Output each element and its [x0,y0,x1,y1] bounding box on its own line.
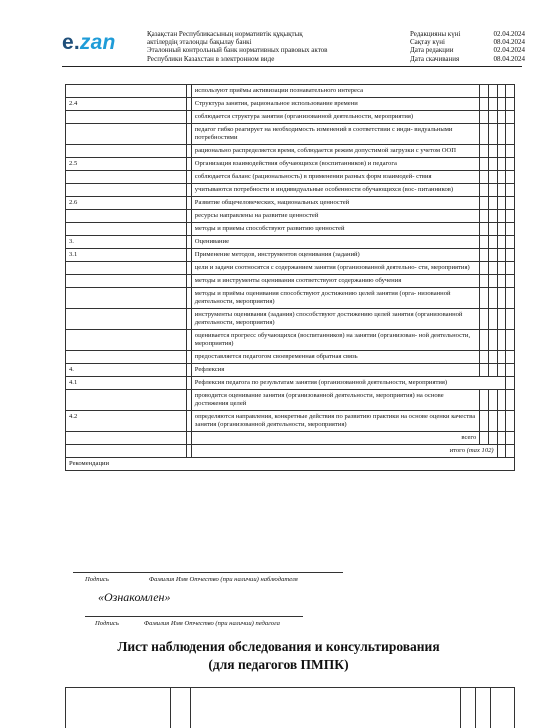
meta-label: Сақтау күні [410,38,445,47]
grand-total-cell [191,445,497,458]
next-table-top [65,687,515,728]
row-number [66,85,187,98]
table-row [66,275,515,288]
table-row [66,309,515,330]
score-cell [488,111,497,124]
meta-value: 08.04.2024 [493,54,525,63]
observer-signature-line [73,572,343,573]
row-criterion: ресурсы направлены на развитие ценностей [191,210,479,223]
score-cell [506,262,515,275]
row-criterion: инструменты оценивания (задания) способствуют достижению целей занятия (организованной деятельности, мероприятия) [191,309,479,330]
row-number [66,432,187,445]
row-criterion: соблюдается баланс (рациональность) в применении разных форм взаимодей- ствия [191,171,479,184]
score-cell [497,124,506,145]
score-cell [497,223,506,236]
score-cell [497,210,506,223]
table-row [66,98,515,111]
row-criterion: педагог гибко реагирует на необходимость изменений в соответствии с инди- видуальными потребностями [191,124,479,145]
score-cell [497,432,506,445]
row-number [66,445,187,458]
score-cell [488,236,497,249]
score-cell [497,111,506,124]
teacher-name-label: Фамилия Имя Отчество (при наличии) педагога [143,620,280,627]
row-number: 2.6 [66,197,187,210]
score-cell [488,171,497,184]
score-cell [506,351,515,364]
score-cell [506,124,515,145]
section-title-line: (для педагогов ПМПК) [208,657,349,672]
teacher-signature-line [85,616,303,617]
header-description-line: Республики Казахстан в электронном виде [147,54,275,63]
score-cell [497,85,506,98]
observation-table-body [66,85,515,471]
score-cell [506,364,515,377]
table-row [66,390,515,411]
score-cell [488,330,497,351]
document-header [0,0,557,80]
score-cell [488,275,497,288]
score-cell [480,223,489,236]
score-cell [497,262,506,275]
table-row [66,249,515,262]
score-cell [506,145,515,158]
total-label: всего [191,432,479,445]
table-gridline [514,688,515,728]
header-description [147,30,397,63]
row-number [66,330,187,351]
teacher-signature-caption [95,620,280,627]
row-number [66,124,187,145]
row-criterion: проводится оценивание занятия (организованной деятельности, мероприятия) на основе достижения целей [191,390,479,411]
row-number: 4.1 [66,377,187,390]
header-meta [410,30,525,63]
row-criterion: Организация взаимодействия обучающихся (воспитанников) и педагога [191,158,479,171]
score-cell [497,184,506,197]
score-cell [488,309,497,330]
row-criterion: Рефлексия педагога по результатам занятия (организованной деятельности, мероприятия) [191,377,506,390]
row-criterion: определяются направления, конкретные действия по развитию практики на основе оценки качества занятия (организованной деятельности, мероприятия) [191,411,479,432]
score-cell [506,197,515,210]
score-cell [488,223,497,236]
table-gridline [170,688,171,728]
score-cell [488,411,497,432]
row-criterion: методы и приёмы оценивания способствуют достижению целей занятия (орга- низованной деятельности, мероприятия) [191,288,479,309]
table-row [66,197,515,210]
score-cell [506,158,515,171]
score-cell [480,330,489,351]
row-criterion: используют приёмы активизации познавательного интереса [191,85,479,98]
table-row [66,377,515,390]
row-criterion: предоставляется педагогом своевременная обратная связь [191,351,479,364]
score-cell [488,197,497,210]
score-cell [488,210,497,223]
table-row [66,124,515,145]
score-cell [480,197,489,210]
score-cell [480,210,489,223]
score-cell [506,111,515,124]
score-cell [506,171,515,184]
row-criterion: Применение методов, инструментов оценивания (заданий) [191,249,479,262]
score-cell [480,309,489,330]
row-number [66,390,187,411]
row-criterion: учитываются потребности и индивидуальные особенности обучающихся (вос- питанников) [191,184,479,197]
recommendations-label: Рекомендации [66,458,515,471]
meta-label: Дата скачивания [410,54,460,63]
table-row [66,210,515,223]
score-cell [506,432,515,445]
row-criterion: Развитие общечеловеческих, национальных ценностей [191,197,479,210]
table-row [66,236,515,249]
score-cell [497,390,506,411]
score-cell [480,432,489,445]
score-cell [506,85,515,98]
table-row [66,364,515,377]
score-cell [497,249,506,262]
score-cell [506,249,515,262]
table-row [66,351,515,364]
score-cell [488,390,497,411]
row-number: 4.2 [66,411,187,432]
row-number [66,351,187,364]
section-title-line: Лист наблюдения обследования и консультирования [117,639,440,654]
grand-total-note: (max 102) [466,447,494,454]
row-number [66,275,187,288]
row-number [66,223,187,236]
row-number [66,111,187,124]
meta-row [410,38,525,46]
score-cell [506,309,515,330]
row-number: 3.1 [66,249,187,262]
score-cell [480,145,489,158]
table-gridline [490,688,491,728]
score-cell [480,85,489,98]
observer-name-label: Фамилия Имя Отчество (при наличии) наблюдателя [148,576,298,583]
table-row [66,111,515,124]
score-cell [488,288,497,309]
score-cell [480,351,489,364]
score-cell [497,171,506,184]
table-row [66,223,515,236]
score-cell [480,158,489,171]
row-criterion: Рефлексия [191,364,479,377]
score-cell [488,351,497,364]
score-cell [480,364,489,377]
row-criterion: цели и задачи соотносятся с содержанием занятия (организованной деятельно- сти, мероприятия) [191,262,479,275]
score-cell [480,111,489,124]
score-cell [480,411,489,432]
section-title [0,638,557,674]
score-cell [488,184,497,197]
header-divider [62,66,522,67]
header-description-line: Қазақстан Республикасының нормативтік құқықтық [147,30,303,38]
score-cell [488,145,497,158]
score-cell [480,390,489,411]
row-criterion: Оценивание [191,236,479,249]
total-row [66,432,515,445]
score-cell [480,98,489,111]
table-gridline [65,688,66,728]
score-cell [488,249,497,262]
score-cell [506,390,515,411]
score-cell [497,351,506,364]
score-cell [506,236,515,249]
score-cell [488,432,497,445]
row-criterion: соблюдается структура занятия (организованной деятельности, мероприятия) [191,111,479,124]
table-gridline [475,688,476,728]
score-cell [506,445,515,458]
grand-total-row [66,445,515,458]
meta-label: Дата редакции [410,46,454,55]
score-cell [506,184,515,197]
row-number [66,171,187,184]
table-row [66,184,515,197]
recommendations-row [66,458,515,471]
score-cell [480,184,489,197]
row-number: 3. [66,236,187,249]
table-row [66,330,515,351]
observation-table [65,84,515,471]
meta-row [410,30,525,38]
header-description-line: актілердің эталонды бақылау банкі [147,38,252,47]
score-cell [488,85,497,98]
score-cell [480,288,489,309]
table-row [66,411,515,432]
table-row [66,288,515,309]
score-cell [497,197,506,210]
acquainted-label: «Ознакомлен» [98,590,171,604]
score-cell [480,249,489,262]
meta-row [410,46,525,54]
score-cell [497,275,506,288]
score-cell [506,210,515,223]
meta-value: 02.04.2024 [493,46,525,55]
score-cell [506,288,515,309]
table-row [66,262,515,275]
row-number [66,145,187,158]
table-gridline [460,688,461,728]
table-row [66,171,515,184]
header-description-line: Эталонный контрольный банк нормативных правовых актов [147,46,328,55]
score-cell [497,330,506,351]
table-row [66,158,515,171]
grand-total-label: итого [449,447,466,454]
table-row [66,145,515,158]
meta-value: 02.04.2024 [493,30,525,38]
score-cell [497,158,506,171]
observer-signature-caption [85,576,298,583]
score-cell [497,288,506,309]
meta-value: 08.04.2024 [493,38,525,47]
table-gridline [190,688,191,728]
score-cell [480,236,489,249]
row-number [66,184,187,197]
signature-label: Подпись [95,620,119,627]
score-cell [497,411,506,432]
score-cell [480,124,489,145]
row-criterion: Структура занятия, рациональное использование времени [191,98,479,111]
score-cell [488,158,497,171]
score-cell [506,223,515,236]
row-number [66,288,187,309]
score-cell [488,124,497,145]
row-number [66,210,187,223]
score-cell [497,364,506,377]
score-cell [497,145,506,158]
score-cell [480,275,489,288]
signature-label: Подпись [85,576,109,583]
meta-row [410,55,525,63]
score-cell [497,98,506,111]
score-cell [480,262,489,275]
row-number [66,309,187,330]
score-cell [506,275,515,288]
row-number: 2.4 [66,98,187,111]
score-cell [497,445,506,458]
score-cell [506,411,515,432]
row-number: 2.5 [66,158,187,171]
row-criterion: методы и инструменты оценивания соответствуют содержанию обучения [191,275,479,288]
ezan-logo: e.zan [62,31,116,54]
meta-label: Редакцияны күні [410,30,461,38]
score-cell [506,98,515,111]
table-row [66,85,515,98]
score-cell [488,262,497,275]
row-criterion: методы и приемы способствуют развитию ценностей [191,223,479,236]
score-cell [506,330,515,351]
score-cell [480,171,489,184]
row-criterion: оценивается прогресс обучающихся (воспитанников) на занятии (организован- ной деятельности, мероприятия) [191,330,479,351]
row-number [66,262,187,275]
score-cell [506,377,515,390]
score-cell [488,98,497,111]
score-cell [497,309,506,330]
score-cell [488,364,497,377]
row-number: 4. [66,364,187,377]
row-criterion: рационально распределяется время, соблюдается режим допустимой загрузки с учетом ООП [191,145,479,158]
score-cell [497,236,506,249]
